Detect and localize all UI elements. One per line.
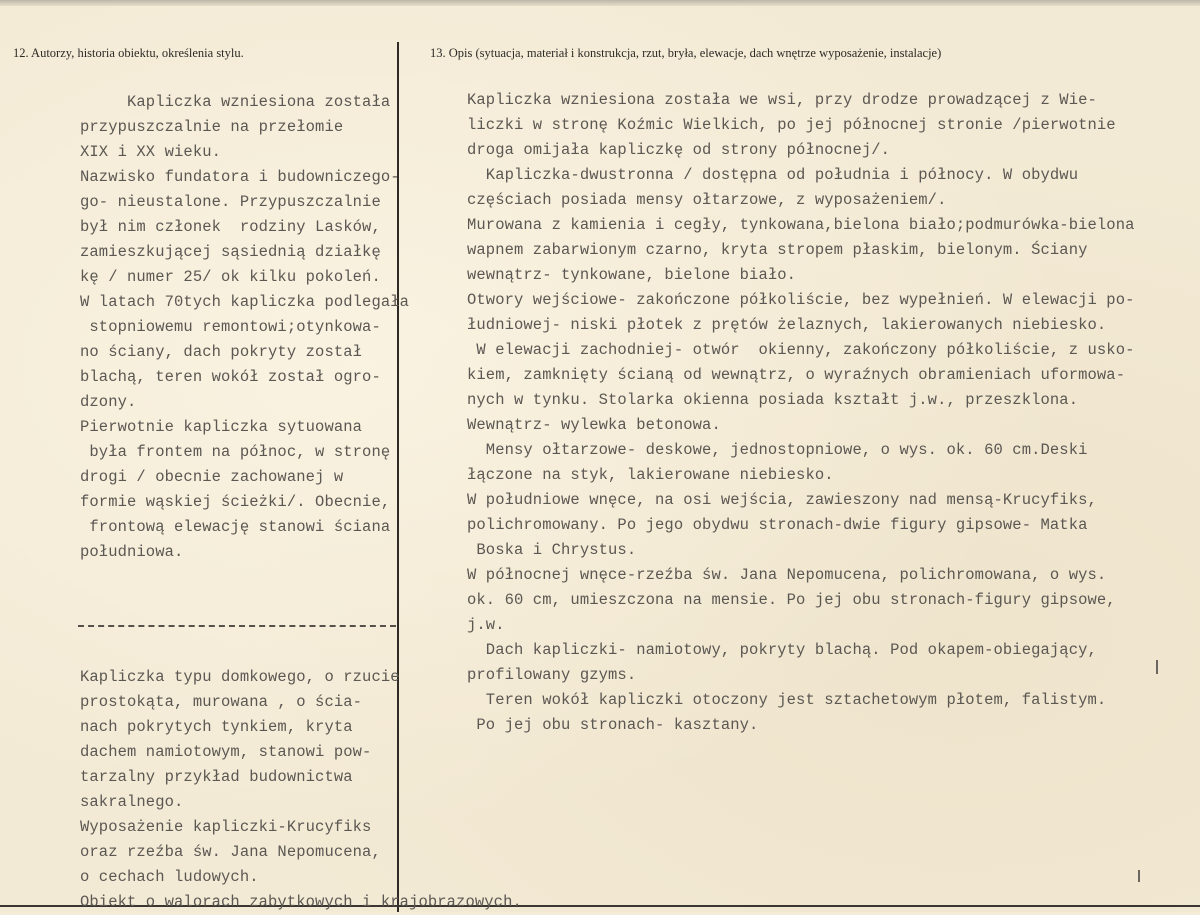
text-line: go- nieustalone. Przypuszczalnie xyxy=(80,193,381,211)
text-line: formie wąskiej ścieżki/. Obecnie, xyxy=(80,493,391,511)
text-line: polichromowany. Po jego obydwu stronach-dwie figury gipsowe- Matka xyxy=(467,516,1088,534)
style-text xyxy=(80,665,522,915)
text-line: dzony. xyxy=(80,393,137,411)
text-line: Kapliczka-dwustronna / dostępna od południa i północy. W obydwu xyxy=(467,166,1079,184)
text-line: no ściany, dach pokryty został xyxy=(80,343,363,361)
text-line: łączone na styk, lakierowane niebiesko. xyxy=(467,466,834,484)
history-text xyxy=(80,90,409,565)
text-line: południowa. xyxy=(80,543,184,561)
text-line: Kapliczka typu domkowego, o rzucie xyxy=(80,668,400,686)
text-line: sakralnego. xyxy=(80,793,184,811)
text-line: oraz rzeźba św. Jana Nepomucena, xyxy=(80,843,381,861)
section-13-header: 13. Opis (sytuacja, materiał i konstrukcja, rzut, bryła, elewacje, dach wnętrze wyposażenie, instalacje) xyxy=(430,46,942,60)
text-line: przypuszczalnie na przełomie xyxy=(80,118,344,136)
text-line: liczki w stronę Koźmic Wielkich, po jej północnej stronie /pierwotnie xyxy=(467,116,1116,134)
text-line: nach pokrytych tynkiem, kryta xyxy=(80,718,353,736)
ink-mark xyxy=(1138,870,1140,882)
text-line: frontową elewację stanowi ściana xyxy=(80,518,391,536)
text-line: wapnem zabarwionym czarno, kryta stropem płaskim, bielonym. Ściany xyxy=(467,241,1088,259)
text-line: stopniowemu remontowi;otynkowa- xyxy=(80,318,381,336)
text-line: o cechach ludowych. xyxy=(80,868,259,886)
text-line: łudniowej- niski płotek z prętów żelaznych, lakierowanych niebiesko. xyxy=(467,316,1107,334)
dashed-separator xyxy=(78,625,396,627)
text-line: Kapliczka wzniesiona została we wsi, przy drodze prowadzącej z Wie- xyxy=(467,91,1097,109)
text-line: Teren wokół kapliczki otoczony jest sztachetowym płotem, falistym. xyxy=(467,691,1107,709)
text-line: Kapliczka wzniesiona została xyxy=(80,93,391,111)
text-line: W elewacji zachodniej- otwór okienny, zakończony półkoliście, z usko- xyxy=(467,341,1135,359)
section-12-header: 12. Autorzy, historia obiektu, określenia stylu. xyxy=(13,46,244,60)
text-line: blachą, teren wokół został ogro- xyxy=(80,368,381,386)
text-line: Murowana z kamienia i cegły, tynkowana,bielona biało;podmurówka-bielona xyxy=(467,216,1135,234)
text-line: kiem, zamknięty ścianą od wewnątrz, o wyraźnych obramieniach uformowa- xyxy=(467,366,1126,384)
text-line: Boska i Chrystus. xyxy=(467,541,637,559)
text-line: W północnej wnęce-rzeźba św. Jana Nepomucena, polichromowana, o wys. xyxy=(467,566,1107,584)
page-top-edge xyxy=(0,0,1200,6)
text-line: Mensy ołtarzowe- deskowe, jednostopniowe, o wys. ok. 60 cm.Deski xyxy=(467,441,1088,459)
text-line: zamieszkującej sąsiednią działkę xyxy=(80,243,381,261)
text-line: Po jej obu stronach- kasztany. xyxy=(467,716,759,734)
text-line: Wyposażenie kapliczki-Krucyfiks xyxy=(80,818,372,836)
text-line: Obiekt o walorach zabytkowych i krajobrazowych. xyxy=(80,893,522,911)
text-line: ok. 60 cm, umieszczona na mensie. Po jej obu stronach-figury gipsowe, xyxy=(467,591,1116,609)
text-line: tarzalny przykład budownictwa xyxy=(80,768,353,786)
text-line: kę / numer 25/ ok kilku pokoleń. xyxy=(80,268,381,286)
text-line: droga omijała kapliczkę od strony północnej/. xyxy=(467,141,891,159)
text-line: W południowe wnęce, na osi wejścia, zawieszony nad mensą-Krucyfiks, xyxy=(467,491,1097,509)
text-line: j.w. xyxy=(467,616,505,634)
text-line: wewnątrz- tynkowane, bielone biało. xyxy=(467,266,797,284)
text-line: częściach posiada mensy ołtarzowe, z wyposażeniem/. xyxy=(467,191,947,209)
text-line: Otwory wejściowe- zakończone półkoliście, bez wypełnień. W elewacji po- xyxy=(467,291,1135,309)
description-text xyxy=(467,88,1135,738)
text-line: Nazwisko fundatora i budowniczego- xyxy=(80,168,400,186)
text-line: profilowany gzyms. xyxy=(467,666,637,684)
text-line: nych w tynku. Stolarka okienna posiada kształt j.w., przeszklona. xyxy=(467,391,1079,409)
ink-mark xyxy=(1156,660,1158,674)
text-line: była frontem na północ, w stronę xyxy=(80,443,391,461)
text-line: W latach 70tych kapliczka podlegała xyxy=(80,293,410,311)
text-line: drogi / obecnie zachowanej w xyxy=(80,468,344,486)
text-line: dachem namiotowym, stanowi pow- xyxy=(80,743,372,761)
text-line: był nim członek rodziny Lasków, xyxy=(80,218,381,236)
text-line: XIX i XX wieku. xyxy=(80,143,222,161)
text-line: Dach kapliczki- namiotowy, pokryty blachą. Pod okapem-obiegający, xyxy=(467,641,1097,659)
text-line: prostokąta, murowana , o ścia- xyxy=(80,693,363,711)
text-line: Pierwotnie kapliczka sytuowana xyxy=(80,418,363,436)
text-line: Wewnątrz- wylewka betonowa. xyxy=(467,416,721,434)
